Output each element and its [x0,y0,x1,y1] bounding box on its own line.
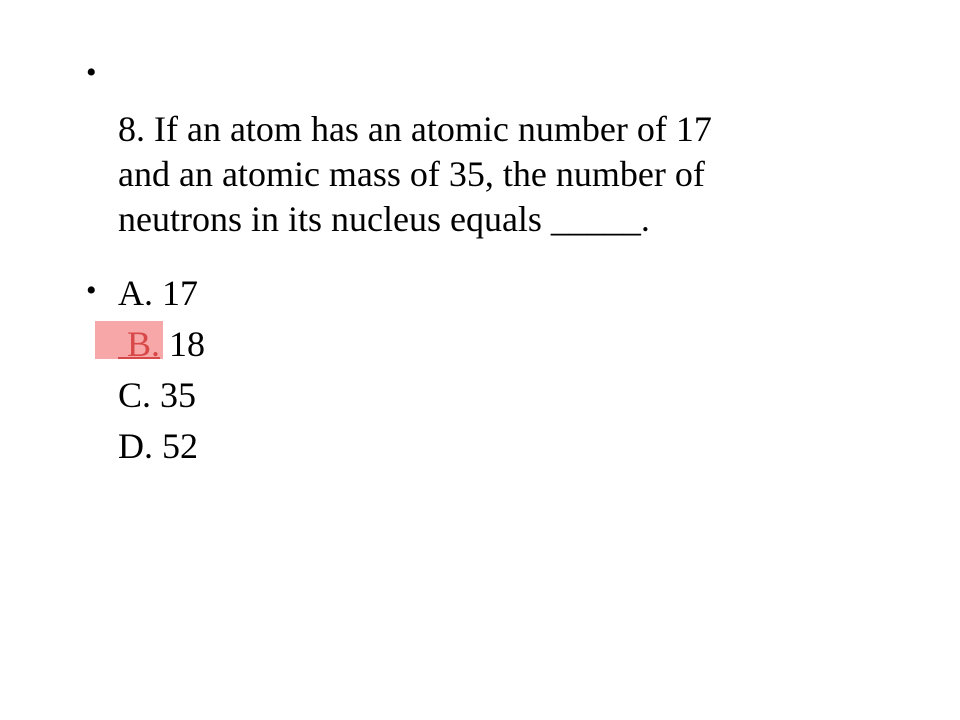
question-line: neutrons in its nucleus equals _____. [118,199,650,239]
option-value: 35 [160,375,197,415]
question-line: and an atomic mass of 35, the number of [118,154,705,194]
question-text [118,107,878,242]
option-letter: C. [118,375,152,415]
option-value: 17 [162,273,198,313]
answer-option-b [118,319,205,370]
option-value: 18 [169,324,206,364]
answer-option-c [118,370,205,421]
option-value: 52 [162,426,198,466]
question-line: 8. If an atom has an atomic number of 17 [118,109,712,149]
answer-option-a [118,268,205,319]
bullet-marker-question: • [86,56,97,89]
answer-option-d [118,421,205,472]
option-letter-correct: B. [118,324,161,364]
option-letter: A. [118,273,153,313]
option-letter: D. [118,426,153,466]
bullet-marker-options: • [86,274,97,307]
answer-options-list [118,268,205,472]
